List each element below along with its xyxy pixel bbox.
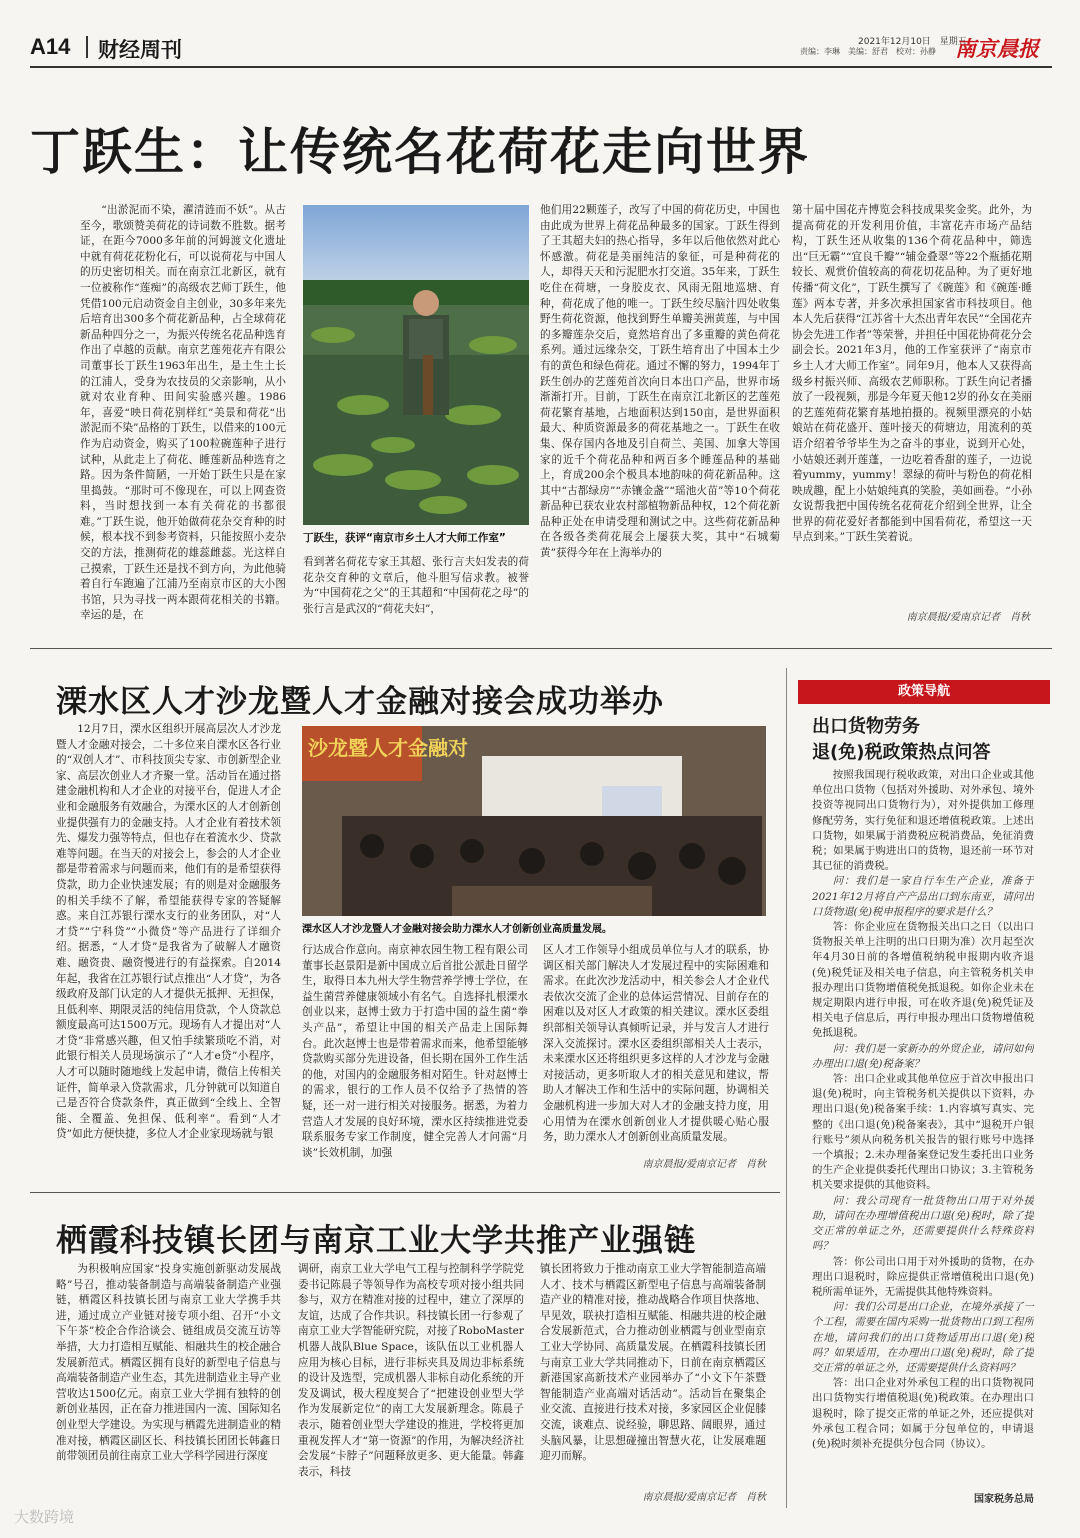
article3-byline: 南京晨报/爱南京记者 肖秋 <box>642 1492 766 1503</box>
section-rule-1 <box>30 648 1052 649</box>
policy-a1: 答：你企业应在货物报关出口之日（以出口货物报关单上注明的出口日期为准）次月起至次年4月30日前的各增值税纳税申报期内收齐退(免)税凭证及相关电子信息，向主管税务机关申报办理出口货物增值税免抵退税。如你企业未在规定期限内进行申报，可在收齐退(免)税凭证及相关电子信息后，再行申报办理出口货物增值税免抵退税。 <box>812 921 1034 1040</box>
article1-byline: 南京晨报/爱南京记者 肖秋 <box>906 612 1030 623</box>
header-divider <box>86 36 88 58</box>
policy-a4: 答：出口企业对外承包工程的出口货物视同出口货物实行增值税退(免)税政策。在办理出口退税时，除了提交正常的单证之外，还应提供对外承包工程合同；如属于分包单位的，申请退(免)税时须补充提供分包合同（协议）。 <box>812 1377 1034 1450</box>
banner-text: 沙龙暨人才金融对 <box>308 736 468 760</box>
article2-col1: 12月7日，溧水区组织开展高层次人才沙龙暨人才金融对接会，二十多位来自溧水区各行业的“双创人才”、市科技顶尖专家、市创新型企业家、高层次创业人才齐聚一堂。活动旨在通过搭建金融机构和人才企业的对接平台，促进人才企业和金融服务有效融合，为溧水区的人才创新创业提供强有力的金融支持。人才企业有着技术领先、爆发力强等特点，但也存在着流水少、贷款难等问题。在当天的对接会上，参会的人才企业都是带着需求与问题而来，他们有的是希望获得贷款，助力企业快速发展；有的则是对金融服务的相关手续不了解，希望能获得专家的答疑解惑。来自江苏银行溧水支行的业务团队，对“人才贷”“宁科贷”“小微贷”等产品进行了详细介绍。据悉，“人才贷”是我省为了破解人才融资难、融资贵、融资慢进行的有益探索。自2014年起，我省在江苏银行试点推出“人才贷”，为各级政府及部门认定的人才提供无抵押、无担保，且低利率、期限灵活的纯信用贷款，个人贷款总额度最高可达1500万元。现场有人才提出对“人才贷”非常感兴趣，但又怕手续繁琐吃不消，对此银行相关人员现场演示了“人才e贷”小程序，人才可以随时随地线上发起申请，微信上传相关证件，简单录入贷款需求，几分钟就可以知道自己是否符合贷款条件，真正做到“全线上、全智能、全覆盖、免担保、低利率”。看到“人才贷”如此方便快捷，多位人才企业家现场就与银 <box>56 723 281 1141</box>
article3-col1: 为积极响应国家“投身实施创新驱动发展战略”号召，推动装备制造与高端装备制造产业强链，栖霞区科技镇长团与南京工业大学携手共进，通过成立产业链对接专项小组、召开“小文下午茶”校企合作洽谈会、链组成员交流互访等举措，大力打造相互赋能、相融共生的校企融合发展新范式。栖霞区拥有良好的新型电子信息与高端装备制造产业生态，其先进制造业主导产业营收达1500亿元。南京工业大学拥有独特的创新创业基因，正在奋力推进国内一流、国际知名创业型大学建设。为实现与栖霞先进制造业的精准对接，栖霞区副区长、科技镇长团团长韩鑫日前带领团员前往南京工业大学科学园进行深度 <box>56 1263 281 1463</box>
article2-photo <box>302 726 766 916</box>
article1-col2: 看到著名荷花专家王其超、张行言夫妇发表的荷花杂交育种的文章后，他斗胆写信求教。被誉为“中国荷花之父”的王其超和“中国荷花之母”的张行言是武汉的“荷花夫妇”， <box>303 556 529 615</box>
lotus-pond-photo-icon <box>303 205 529 525</box>
policy-title-line1: 出口货物劳务 <box>812 716 920 737</box>
header-rule <box>30 66 1052 68</box>
article1-col1: “出淤泥而不染，濯清涟而不妖”。从古至今，歌颂赞美荷花的诗词数不胜数。据考证，在距今7000多年前的河姆渡文化遗址中就有荷花花粉化石，可以说荷花与中国人的历史密切相关。而在南京江北新区，就有一位被称作“莲痴”的高级农艺师丁跃生，他凭借100元启动资金自主创业，30多年来先后培育出300多个荷花新品种，占全球荷花新品种四分之一，为振兴传统名花品种选育作出了卓越的贡献。南京艺莲苑花卉有限公司董事长丁跃生1963年出生，是土生土长的江浦人，受身为农技员的父亲影响，从小就对农业育种、田间实验感兴趣。1986年，喜爱“映日荷花别样红”美景和荷花“出淤泥而不染”品格的丁跃生，以借来的100元作为启动资金，购买了100粒碗莲种子进行试种，从此走上了荷花、睡莲新品种选育之路。因为条件简陋，一开始丁跃生只是在家里捣鼓。“那时可不像现在，可以上网查资料，当时想找到一本有关荷花的书都很难。”丁跃生说，他开始做荷花杂交育种的时候，根本找不到参考资料，只能按照小麦杂交的方法，推测荷花的雄蕊雌蕊。光这样自己摸索，丁跃生还是找不到方向，为此他骑着自行车跑遍了江浦乃至南京市区的大小图书馆，只为寻找一两本跟荷花相关的书籍。幸运的是，在 <box>80 204 286 622</box>
section-name: 财经周刊 <box>98 38 182 62</box>
policy-title-line2: 退(免)税政策热点问答 <box>812 742 991 763</box>
article2-byline: 南京晨报/爱南京记者 肖秋 <box>642 1159 766 1170</box>
policy-title <box>812 714 990 766</box>
article1-headline: 丁跃生：让传统名花荷花走向世界 <box>30 123 810 181</box>
policy-q1: 问：我们是一家自行车生产企业，准备于2021年12月将自产产品出口到东南亚，请问出口货物退(免)税申报程序的要求是什么？ <box>812 875 1034 918</box>
policy-q3: 问：我公司现有一批货物出口用于对外援助，请问在办理增值税出口退(免)税时，除了提交正常的单证之外，还需要提供什么特殊资料吗？ <box>812 1194 1034 1253</box>
article2-col2: 行达成合作意向。南京神农园生物工程有限公司董事长赵景阳是新中国成立后首批公派赴日留学生，取得日本九州大学生物营养学博士学位，在益生菌营养健康领域小有名气。自选择扎根溧水创业以来，赵博士致力于打造中国的益生菌“拳头产品”，希望让中国的相关产品走上国际舞台。此次赵博士也是带着需求而来，他希望能够贷款购买部分先进设备，但长期在国外工作生活的他，对国内的金融服务相对陌生。针对赵博士的需求，银行的工作人员不仅给予了热情的答疑，还一对一进行相关对接服务。据悉，为着力营造人才发展的良好环境，溧水区持续推进党委联系服务专家工作制度，健全完善人才问需“月谈”长效机制，加强 <box>302 944 528 1159</box>
article3-col2: 调研，南京工业大学电气工程与控制科学学院党委书记陈晨子等领导作为高校专项对接小组共同参与，双方在精准对接的过程中，建立了深厚的友谊，达成了合作共识。科技镇长团一行参观了南京工业大学智能研究院，对接了RoboMaster机器人战队Blue Space，该队伍以工业机器人应用为核心目标，进行非标夹具及周边非标系统的设计及选型，完成机器人非标自动化系统的开发及调试，极大程度契合了“把建设创业型大学作为发展新定位”的南工大发展新理念。陈晨子表示，随着创业型大学建设的推进，学校将更加重视发挥人才“第一资源”的作用，为解决经济社会发展“卡脖子”问题释放更多、更大能量。韩鑫表示，科技 <box>298 1263 524 1478</box>
article3-col3: 镇长团将致力于推动南京工业大学智能制造高端人才、技术与栖霞区新型电子信息与高端装备制造产业的精准对接，推动战略合作项目快落地、早见效，联袂打造相互赋能、相融共进的校企融合发展新范式，合力推动创业栖霞与创业型南京工业大学协同、高质量发展。在栖霞科技镇长团与南京工业大学共同推动下，日前在南京栖霞区新港国家高新技术产业园举办了“小文下午茶暨智能制造产业高端对话活动”。活动旨在聚集企业交流、直接进行技术对接，多家园区企业促膝交流，谈难点、说经验，聊思路、阔眼界，通过头脑风暴，让思想碰撞出智慧火花，让发展难题迎刃而解。 <box>540 1263 766 1463</box>
newspaper-logo: 南京晨报 <box>955 36 1039 61</box>
issue-date: 2021年12月10日 星期五 <box>858 37 967 47</box>
policy-divider <box>786 668 787 1508</box>
policy-a2: 答：出口企业或其他单位应于首次申报出口退(免)税时，向主管税务机关提供以下资料，办理出口退(免)税备案手续：1.内容填写真实、完整的《出口退(免)税备案表》，其中“退税开户银行账号”须从向税务机关报告的银行账号中选择一个填报；2.未办理备案登记发生委托出口业务的生产企业提供委托代理出口协议；3.主管税务机关要求提供的其他资料。 <box>812 1073 1034 1192</box>
article3-headline: 栖霞科技镇长团与南京工业大学共推产业强链 <box>56 1223 696 1259</box>
policy-body <box>812 768 1034 1488</box>
article2-headline: 溧水区人才沙龙暨人才金融对接会成功举办 <box>56 684 664 720</box>
article2-col3: 区人才工作领导小组成员单位与人才的联系，协调区相关部门解决人才发展过程中的实际困难和需求。在此次沙龙活动中，相关参会人才企业代表依次交流了企业的总体运营情况、目前存在的困难以及对区人才政策的相关建议。溧水区委组织部相关领导认真倾听记录，并与发言人才进行深入交流探讨。溧水区委组织部相关人士表示，未来溧水区还将组织更多这样的人才沙龙与金融对接活动，更多听取人才的相关意见和建议，帮助人才解决工作和生活中的实际问题，协调相关金融机构进一步加大对人才的金融支持力度，用心用情为在溧水创新创业人才提供暖心贴心服务，助力溧水人才创新创业高质量发展。 <box>543 944 769 1144</box>
page-number: A14 <box>30 34 71 59</box>
policy-tag: 政策导航 <box>798 680 1050 704</box>
policy-q2: 问：我们是一家新办的外贸企业，请问如何办理出口退(免)税备案？ <box>812 1042 1034 1070</box>
policy-q4: 问：我们公司是出口企业，在境外承接了一个工程，需要在国内采购一批货物出口到工程所在地，请问我们的出口货物适用出口退(免)税吗？如果适用，在办理出口退(免)税时，除了提交正常的单证之外，还需要提供什么资料吗？ <box>812 1301 1034 1374</box>
article1-photo <box>303 205 529 525</box>
article1-col3: 他们用22颗莲子，改写了中国的荷花历史，中国也由此成为世界上荷花品种最多的国家。丁跃生得到了王其超夫妇的热心指导，多年以后他依然对此心怀感激。荷花是美丽纯洁的象征，可是种荷花的人，却得天天和污泥肥水打交道。35年来，丁跃生吃住在荷塘，一身胶皮衣、风雨无阻地巡塘、育种，荷花成了他的唯一。丁跃生绞尽脑汁四处收集野生荷花资源，他找到野生单瓣美洲黄莲，与中国的多瓣莲杂交后，竟然培育出了多重瓣的黄色荷花系列。通过远缘杂交，丁跃生培育出了中国本土少有的黄色和绿色荷花。通过不懈的努力，1994年丁跃生创办的艺莲苑首次向日本出口产品，世界市场渐渐打开。目前，丁跃生在南京江北新区的艺莲苑荷花繁育基地，占地面积达到150亩，是世界面积最大、种质资源最多的荷花基地之一。丁跃生在收集、保存国内各地及引自荷兰、美国、加拿大等国家的近千个荷花品种和两百多个睡莲品种的基础上，育成200余个极具本地韵味的荷花新品种。这其中“古都绿房”“赤镶金盏”“瑶池火苗”等10个荷花新品种已获农业农村部植物新品种权，12个荷花新品种正处在申请受理和测试之中。这些荷花新品种在各级各类荷花展会上屡获大奖，其中“石城菊黄”获得今年在上海举办的 <box>540 204 780 560</box>
editor-credits: 责编：李琳 美编：舒君 校对：孙静 <box>800 47 936 56</box>
policy-a3: 答：你公司出口用于对外援助的货物，在办理出口退税时，除应提供正常增值税出口退(免)税所需单证外，无需提供其他特殊资料。 <box>812 1255 1034 1298</box>
section-rule-2 <box>30 1192 780 1193</box>
policy-source: 国家税务总局 <box>974 1494 1034 1505</box>
policy-intro: 按照我国现行税收政策，对出口企业或其他单位出口货物（包括对外援助、对外承包、境外投资等视同出口货物行为），对外提供加工修理修配劳务，实行免征和退还增值税政策。上述出口货物，如果属于消费税应税消费品，免征消费税；如果属于购进出口的货物，退还前一环节对其已征的消费税。 <box>812 769 1034 873</box>
watermark-text: 大数跨境 <box>14 1508 75 1526</box>
article1-photo-caption: 丁跃生，获评“南京市乡土人才大师工作室” <box>303 532 506 544</box>
article1-col4: 第十届中国花卉博览会科技成果奖金奖。此外，为提高荷花的开发利用价值，丰富花卉市场产品结构，丁跃生还从收集的136个荷花品种中，筛选出“巨无霸”“宜良千瓣”“辅金叠翠”等22个瓶插花期较长、观赏价值较高的荷花切花品种。为了更好地传播“荷文化”，丁跃生撰写了《碗莲》和《碗莲·睡莲》两本专著，并多次承担国家省市科技项目。他本人先后获得“江苏省十大杰出青年农民”“全国花卉协会先进工作者”等荣誉，并担任中国花协荷花分会副会长。2021年3月，他的工作室获评了“南京市乡土人才大师工作室”。同年9月，他本人又获得高级乡村振兴师、高级农艺师职称。丁跃生向记者播放了一段视频，那是今年夏天他12岁的孙女在美丽的艺莲苑荷花繁育基地拍摄的。视频里漂亮的小姑娘站在荷花盛开、莲叶接天的荷塘边，用流利的英语介绍着爷爷毕生为之奋斗的事业，说到开心处，小姑娘还剥开莲蓬，一边吃着香甜的莲子，一边说着yummy，yummy！翠绿的荷叶与粉色的荷花相映成趣，配上小姑娘纯真的笑脸，美如画卷。“小孙女说帮我把中国传统名花荷花介绍到全世界，让全世界的荷花爱好者都能到中国看荷花，希望这一天早点到来。”丁跃生笑着说。 <box>792 204 1032 544</box>
article2-photo-caption: 溧水区人才沙龙暨人才金融对接会助力溧水人才创新创业高质量发展。 <box>302 924 612 935</box>
